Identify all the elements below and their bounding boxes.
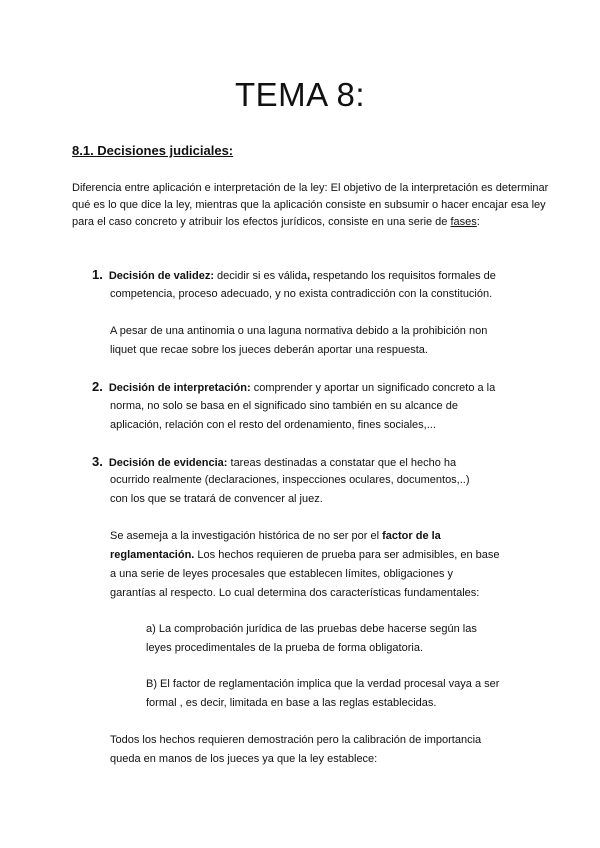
item-1-term: Decisión de validez:: [108, 270, 214, 282]
closing-line-2: queda en manos de los jueces ya que la ley establece:: [110, 753, 378, 765]
page-title: TEMA 8:: [234, 76, 366, 113]
item-3-para-text-2: Los hechos requieren de prueba para ser admisibles, en base: [194, 549, 500, 561]
intro-line-3-colon: :: [476, 216, 480, 228]
item-1-number: 1.: [92, 267, 103, 282]
section-heading: 8.1. Decisiones judiciales:: [72, 143, 234, 158]
fases-link: fases: [450, 216, 477, 228]
item-3-text: tareas destinadas a constatar que el hecho ha: [227, 457, 457, 469]
closing-line-1: Todos los hechos requieren demostración pero la calibración de importancia: [110, 734, 482, 746]
item-1-note-line-2: liquet que recae sobre los jueces deberán aportar una respuesta.: [110, 344, 428, 356]
item-1-line-1: [92, 266, 496, 285]
item-3-number: 3.: [92, 454, 103, 469]
item-3-para-line-4: garantías al respecto. Lo cual determina dos características fundamentales:: [110, 587, 480, 599]
sub-a-line-2: leyes procedimentales de la prueba de forma obligatoria.: [146, 642, 423, 654]
intro-line-3: [72, 214, 548, 231]
item-2-line-1: [92, 378, 495, 397]
item-2-text: comprender y aportar un significado concreto a la: [250, 382, 496, 394]
item-1-comma: ,: [306, 270, 310, 282]
item-3-para-bold-2: reglamentación.: [110, 549, 195, 561]
item-2-line-2: norma, no solo se basa en el significado sino también en su alcance de: [110, 400, 458, 412]
item-1-note-line-1: A pesar de una antinomia o una laguna normativa debido a la prohibición non: [110, 325, 488, 337]
intro-line-2: qué es lo que dice la ley, mientras que la aplicación consiste en subsumir o hacer encajar esa ley: [72, 199, 546, 211]
item-3-line-3: con los que se tratará de convencer al juez.: [110, 493, 323, 505]
sub-a-line-1: a) La comprobación jurídica de las pruebas debe hacerse según las: [146, 623, 477, 635]
item-3-para-line-3: a una serie de leyes procesales que establecen límites, obligaciones y: [110, 568, 454, 580]
item-2-term: Decisión de interpretación:: [108, 382, 251, 394]
sub-b-line-2: formal , es decir, limitada en base a las reglas establecidas.: [146, 697, 437, 709]
intro-line-3-text: para el caso concreto y atribuir los efectos jurídicos, consiste en una serie de: [72, 216, 451, 228]
item-3-line-2: ocurrido realmente (declaraciones, inspecciones oculares, documentos,..): [110, 474, 470, 486]
item-2-number: 2.: [92, 379, 103, 394]
item-3-para-bold-1: factor de la: [382, 530, 441, 542]
intro-paragraph: [72, 180, 548, 231]
item-3-term: Decisión de evidencia:: [108, 457, 228, 469]
item-2-line-3: aplicación, relación con el resto del ordenamiento, fines sociales,...: [110, 419, 436, 431]
item-1-tail: respetando los requisitos formales de: [310, 270, 496, 282]
item-3-para-text: Se asemeja a la investigación histórica de no ser por el: [110, 530, 383, 542]
sub-b-line-1: B) El factor de reglamentación implica que la verdad procesal vaya a ser: [146, 678, 500, 690]
item-3-para-line-1: [110, 528, 441, 545]
intro-line-1: Diferencia entre aplicación e interpretación de la ley: El objetivo de la interpretación es determinar: [72, 182, 549, 194]
item-1-line-2: competencia, proceso adecuado, y no exista contradicción con la constitución.: [110, 288, 493, 300]
item-3-line-1: [92, 453, 456, 472]
item-3-para-line-2: [110, 547, 500, 564]
item-1-text: decidir si es válida: [214, 270, 307, 282]
